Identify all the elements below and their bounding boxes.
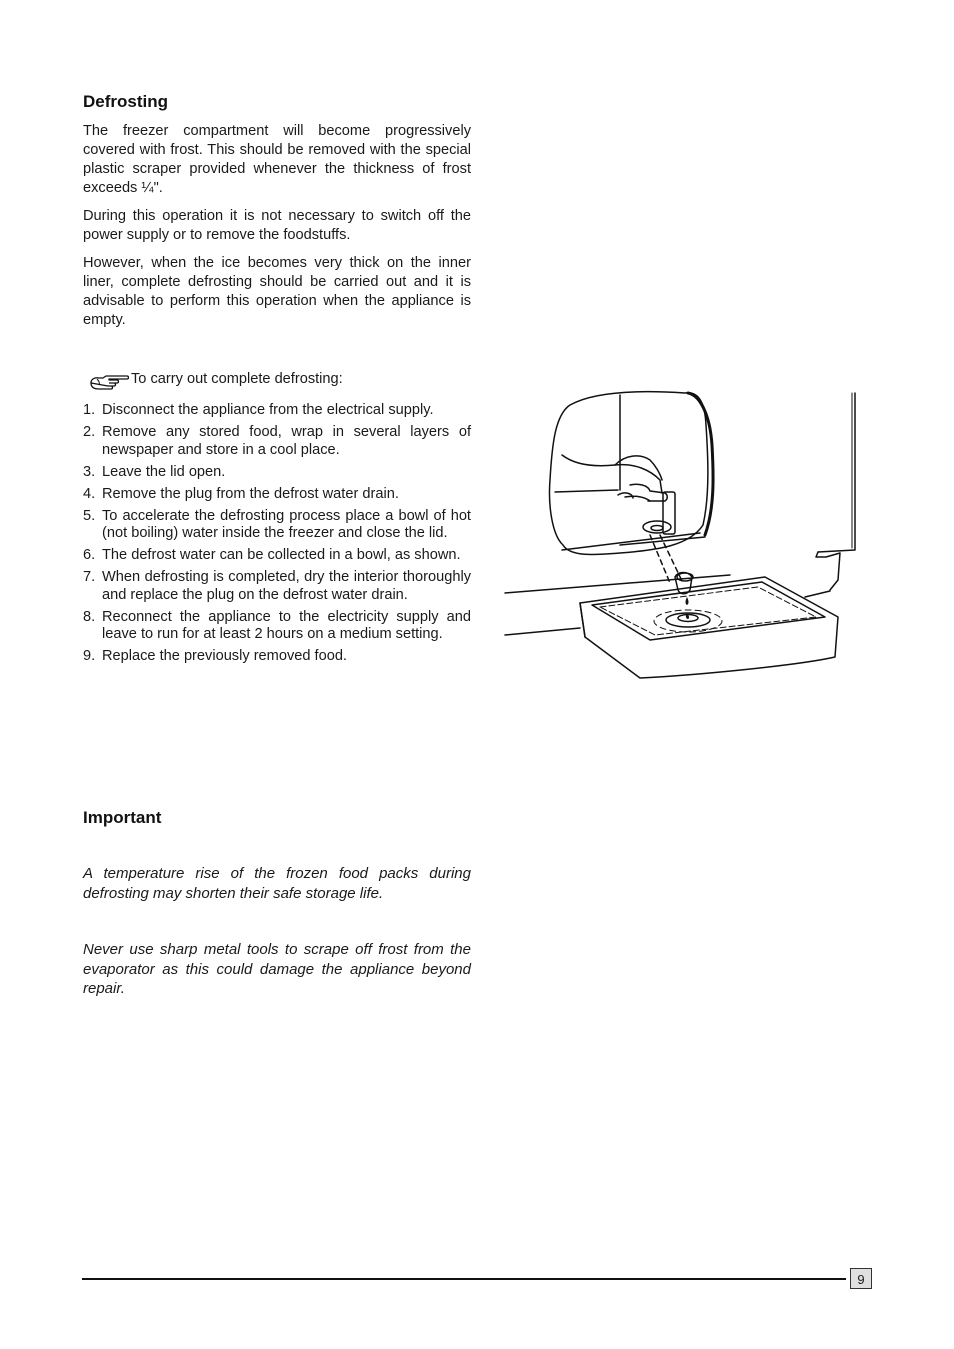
- important-heading: Important: [83, 808, 162, 827]
- defrost-drain-illustration: [500, 385, 860, 685]
- step-number: 6.: [83, 547, 96, 563]
- step-number: 7.: [83, 569, 96, 585]
- step-7: [83, 569, 471, 604]
- step-number: 3.: [83, 463, 96, 480]
- step-text: Disconnect the appliance from the electrical supply.: [102, 402, 434, 418]
- step-number: 5.: [83, 507, 96, 524]
- step-number: 4.: [83, 485, 96, 502]
- step-4: [83, 486, 471, 504]
- step-text: Leave the lid open.: [102, 463, 226, 480]
- defrosting-paragraph-1: The freezer compartment will become progressively covered with frost. This should be removed with the special plastic scraper provided whenever the thickness of frost exceeds ¼".: [83, 123, 471, 196]
- procedure-section: [83, 370, 471, 670]
- step-text: The defrost water can be collected in a bowl, as shown.: [102, 547, 461, 563]
- important-section: [83, 808, 471, 999]
- defrosting-paragraph-2: During this operation it is not necessary to switch off the power supply or to remove the foodstuffs.: [83, 208, 471, 243]
- step-9: [83, 648, 471, 666]
- step-8: [83, 609, 471, 644]
- procedure-intro-row: [83, 370, 471, 394]
- step-5: [83, 508, 471, 543]
- step-6: [83, 547, 471, 565]
- step-number: 2.: [83, 424, 96, 440]
- pointing-hand-icon: [87, 370, 129, 394]
- defrosting-section: [83, 92, 471, 330]
- step-text: To accelerate the defrosting process place a bowl of hot (not boiling) water inside the freezer and close the lid.: [102, 507, 471, 541]
- step-text: Remove the plug from the defrost water drain.: [102, 485, 399, 502]
- defrosting-paragraph-3: However, when the ice becomes very thick on the inner liner, complete defrosting should be carried out and it is advisable to perform this operation when the appliance is empty.: [83, 255, 471, 328]
- step-1: [83, 402, 471, 420]
- step-number: 1.: [83, 402, 96, 418]
- page-number: 9: [850, 1268, 872, 1289]
- procedure-intro: To carry out complete defrosting:: [131, 371, 343, 387]
- important-note-2: Never use sharp metal tools to scrape off frost from the evaporator as this could damage the appliance beyond repair.: [83, 941, 471, 997]
- footer-rule: [82, 1278, 846, 1280]
- step-2: [83, 424, 471, 459]
- important-note-1: A temperature rise of the frozen food packs during defrosting may shorten their safe storage life.: [83, 865, 471, 902]
- step-text: When defrosting is completed, dry the interior thoroughly and replace the plug on the defrost water drain.: [102, 569, 471, 603]
- step-number: 8.: [83, 608, 96, 625]
- step-text: Replace the previously removed food.: [102, 648, 347, 664]
- procedure-steps: [83, 402, 471, 666]
- step-number: 9.: [83, 648, 96, 664]
- defrosting-heading: Defrosting: [83, 92, 168, 111]
- step-text: Remove any stored food, wrap in several layers of newspaper and store in a cool place.: [102, 424, 471, 458]
- step-3: [83, 464, 471, 482]
- step-text: Reconnect the appliance to the electricity supply and leave to run for at least 2 hours on a medium setting.: [102, 608, 471, 642]
